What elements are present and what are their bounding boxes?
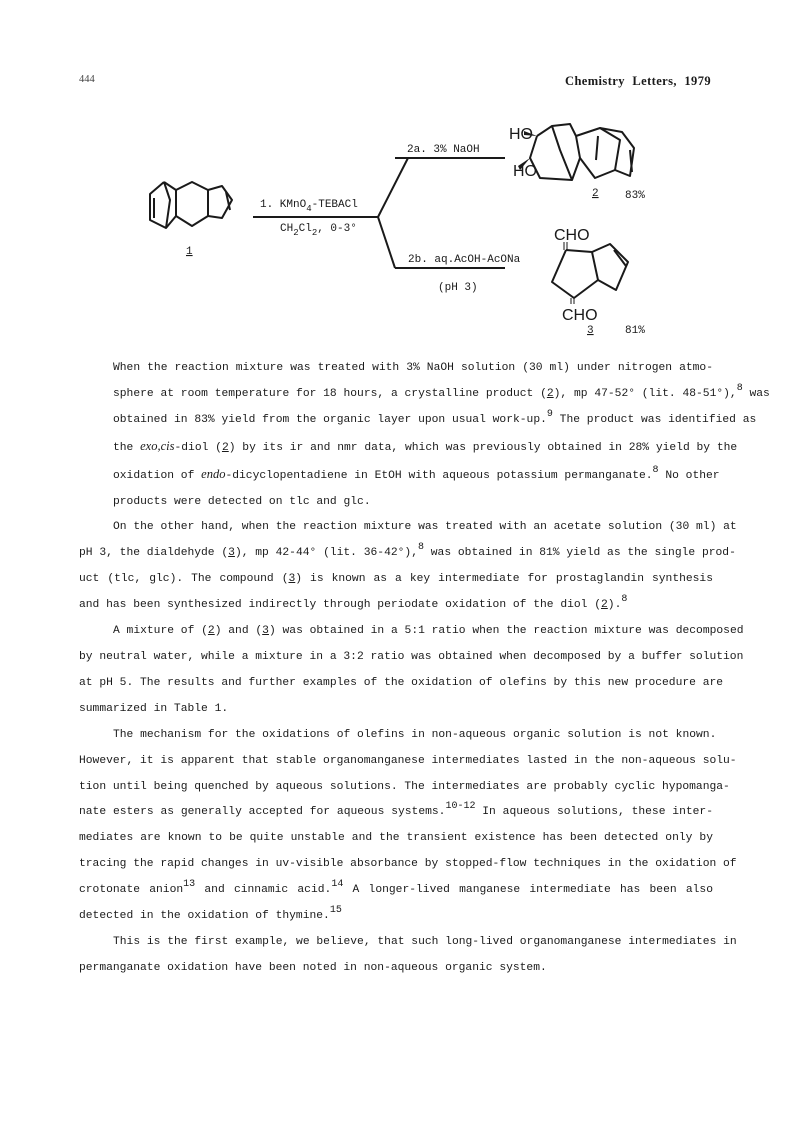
compound-ref: 2	[221, 441, 229, 454]
compound-ref: 3	[228, 547, 235, 560]
text-line: detected in the oxidation of thymine.$^{15}$	[79, 905, 342, 923]
text-line: The mechanism for the oxidations of olefins in non-aqueous organic solution is not known.	[113, 728, 717, 741]
compound-2-structure	[530, 124, 634, 180]
ho-label-bottom: HO	[513, 163, 537, 180]
text-line: the exo,cis-diol (2) by its ir and nmr data, which was previously obtained in 28% yield by the	[113, 438, 738, 454]
step2b-ph: (pH 3)	[438, 282, 478, 294]
text-line: by neutral water, while a mixture in a 3:2 ratio was obtained when decomposed by a buffer solution	[79, 650, 744, 663]
text-line: uct (tlc, glc). The compound (3) is known as a key intermediate for prostaglandin synthesis	[79, 573, 713, 586]
compound-3-yield: 81%	[625, 325, 645, 337]
reaction-scheme	[0, 110, 793, 350]
citation: 8	[621, 594, 628, 606]
citation: 10-12	[445, 801, 476, 813]
text-line: When the reaction mixture was treated with 3% NaOH solution (30 ml) under nitrogen atmo-	[113, 362, 713, 374]
citation: 8	[417, 542, 424, 554]
cho-label-bottom: CHO	[562, 307, 598, 324]
journal-title: Chemistry Letters, 1979	[565, 74, 711, 88]
citation: 13	[183, 879, 196, 891]
compound-2-label: 2	[592, 188, 599, 200]
text-line: A mixture of (2) and (3) was obtained in a 5:1 ratio when the reaction mixture was decomposed	[113, 625, 744, 638]
text-line: pH 3, the dialdehyde (3), mp 42-44° (lit. 36-42°),$^8$ was obtained in 81% yield as the single prod-	[79, 542, 736, 560]
text-line: However, it is apparent that stable organomanganese intermediates lasted in the non-aqueous solu-	[79, 754, 737, 767]
text-line: summarized in Table 1.	[79, 702, 229, 715]
text-line: oxidation of endo-dicyclopentadiene in EtOH with aqueous potassium permanganate.$^8$ No other	[113, 464, 720, 482]
text-line: On the other hand, when the reaction mixture was treated with an acetate solution (30 ml) at	[113, 521, 737, 534]
compound-3-label: 3	[587, 325, 594, 337]
cho-label-top: CHO	[554, 227, 590, 244]
paragraph-4	[79, 723, 737, 930]
step1-conditions: $CH_2Cl_2$, 0-3°	[280, 223, 357, 238]
compound-ref: 2	[207, 625, 215, 638]
compound-3-structure	[552, 244, 628, 298]
compound-ref: 2	[601, 599, 608, 612]
step2b-label: 2b. aq.AcOH-AcONa	[408, 254, 521, 266]
compound-1-structure	[150, 182, 232, 228]
text-line: crotonate anion$^{13}$ and cinnamic acid.$^{14}$ A longer-lived manganese intermediate has been also	[79, 879, 713, 897]
citation: 8	[736, 382, 743, 394]
text-line: obtained in 83% yield from the organic layer upon usual work-up.$^9$ The product was identified as	[113, 408, 757, 426]
text-line: tracing the rapid changes in uv-visible absorbance by stopped-flow techniques in the oxidation of	[79, 858, 737, 871]
compound-ref: 3	[262, 625, 269, 638]
text-line: tion until being quenched by aqueous solutions. The intermediates are probably cyclic hypomanga-	[79, 780, 730, 793]
text-line: nate esters as generally accepted for aqueous systems.$^{10-12}$ In aqueous solutions, these inter-	[79, 801, 713, 819]
compound-ref: 2	[546, 387, 554, 400]
compound-ref: 3	[288, 573, 296, 586]
citation: 8	[652, 464, 659, 476]
citation: 14	[331, 879, 344, 891]
text-line: This is the first example, we believe, that such long-lived organomanganese intermediates in	[113, 935, 737, 948]
page-header	[0, 74, 793, 90]
ho-label-top: HO	[509, 126, 533, 143]
step2a-label: 2a. 3% NaOH	[407, 144, 480, 156]
text-line: permanganate oxidation have been noted in non-aqueous organic system.	[79, 961, 547, 974]
paragraph-5	[79, 930, 737, 982]
article-body	[79, 356, 770, 982]
citation: 9	[546, 408, 553, 420]
step1-reagent: 1. KMnO$_4$-TEBACl	[260, 199, 358, 214]
text-line: at pH 5. The results and further examples of the oxidation of olefins by this new procedure are	[79, 676, 724, 689]
compound-1-label: 1	[186, 246, 193, 258]
paragraph-3	[79, 619, 744, 723]
text-line: products were detected on tlc and glc.	[113, 495, 371, 508]
compound-2-yield: 83%	[625, 190, 645, 202]
text-line: and has been synthesized indirectly through periodate oxidation of the diol (2).$^8$	[79, 594, 628, 612]
text-line: sphere at room temperature for 18 hours, a crystalline product (2), mp 47-52° (lit. 48-51°),$^8$ was	[113, 382, 770, 400]
text-line: mediates are known to be quite unstable and the transient existence has been detected only by	[79, 832, 713, 845]
paragraph-2	[79, 515, 737, 619]
paragraph-1	[79, 356, 770, 515]
page-number: 444	[79, 74, 95, 85]
citation: 15	[329, 905, 342, 917]
